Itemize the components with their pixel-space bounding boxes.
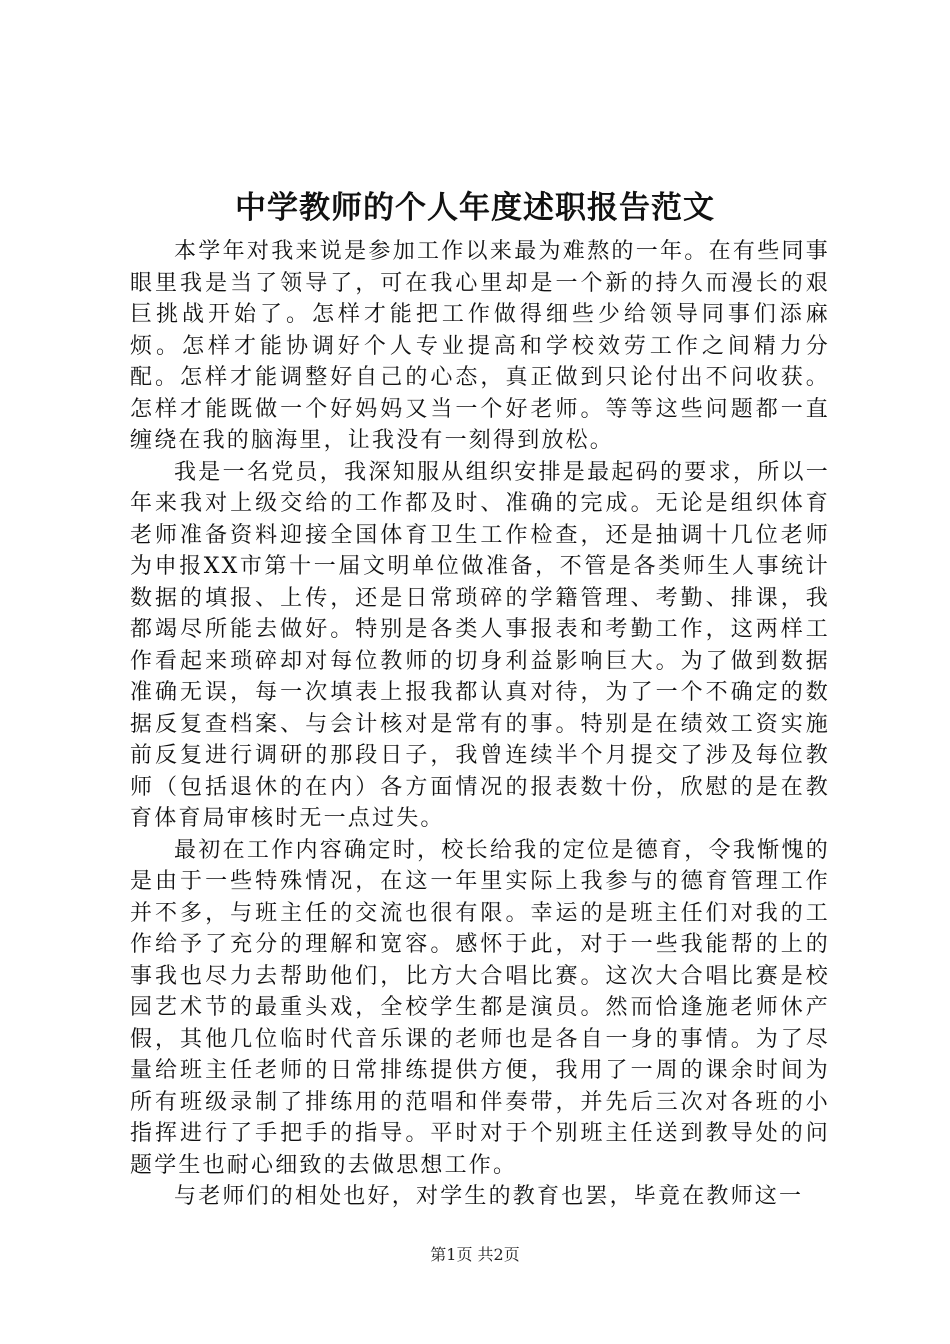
paragraph-2: 我是一名党员，我深知服从组织安排是最起码的要求，所以一年来我对上级交给的工作都及时、准确的完成。无论是组织体育老师准备资料迎接全国体育卫生工作检查，还是抽调十几位老师为申报XX市第十一届文明单位做准备，不管是各类师生人事统计数据的填报、上传，还是日常琐碎的学籍管理、考勤、排课，我都竭尽所能去做好。特别是各类人事报表和考勤工作，这两样工作看起来琐碎却对每位教师的切身利益影响巨大。为了做到数据准确无误，每一次填表上报我都认真对待，为了一个不确定的数据反复查档案、与会计核对是常有的事。特别是在绩效工资实施前反复进行调研的那段日子，我曾连续半个月提交了涉及每位教师（包括退休的在内）各方面情况的报表数十份，欣慰的是在教育体育局审核时无一点过失。 xyxy=(130,459,830,831)
paragraph-4: 与老师们的相处也好，对学生的教育也罢，毕竟在教师这一 xyxy=(174,1184,804,1209)
page-number-footer: 第1页 共2页 xyxy=(430,1245,520,1264)
paragraph-1: 本学年对我来说是参加工作以来最为难熬的一年。在有些同事眼里我是当了领导了，可在我心里却是一个新的持久而漫长的艰巨挑战开始了。怎样才能把工作做得细些少给领导同事们添麻烦。怎样才能协调好个人专业提高和学校效劳工作之间精力分配。怎样才能调整好自己的心态，真正做到只论付出不问收获。怎样才能既做一个好妈妈又当一个好老师。等等这些问题都一直缠绕在我的脑海里，让我没有一刻得到放松。 xyxy=(130,239,830,453)
document-body xyxy=(130,236,830,1213)
paragraph-3: 最初在工作内容确定时，校长给我的定位是德育，令我惭愧的是由于一些特殊情况，在这一年里实际上我参与的德育管理工作并不多，与班主任的交流也很有限。幸运的是班主任们对我的工作给予了充分的理解和宽容。感怀于此，对于一些我能帮的上的事我也尽力去帮助他们，比方大合唱比赛。这次大合唱比赛是校园艺术节的最重头戏，全校学生都是演员。然而恰逢施老师休产假，其他几位临时代音乐课的老师也是各自一身的事情。为了尽量给班主任老师的日常排练提供方便，我用了一周的课余时间为所有班级录制了排练用的范唱和伴奏带，并先后三次对各班的小指挥进行了手把手的指导。平时对于个别班主任送到教导处的问题学生也耐心细致的去做思想工作。 xyxy=(130,837,830,1178)
document-title: 中学教师的个人年度述职报告范文 xyxy=(235,190,715,226)
